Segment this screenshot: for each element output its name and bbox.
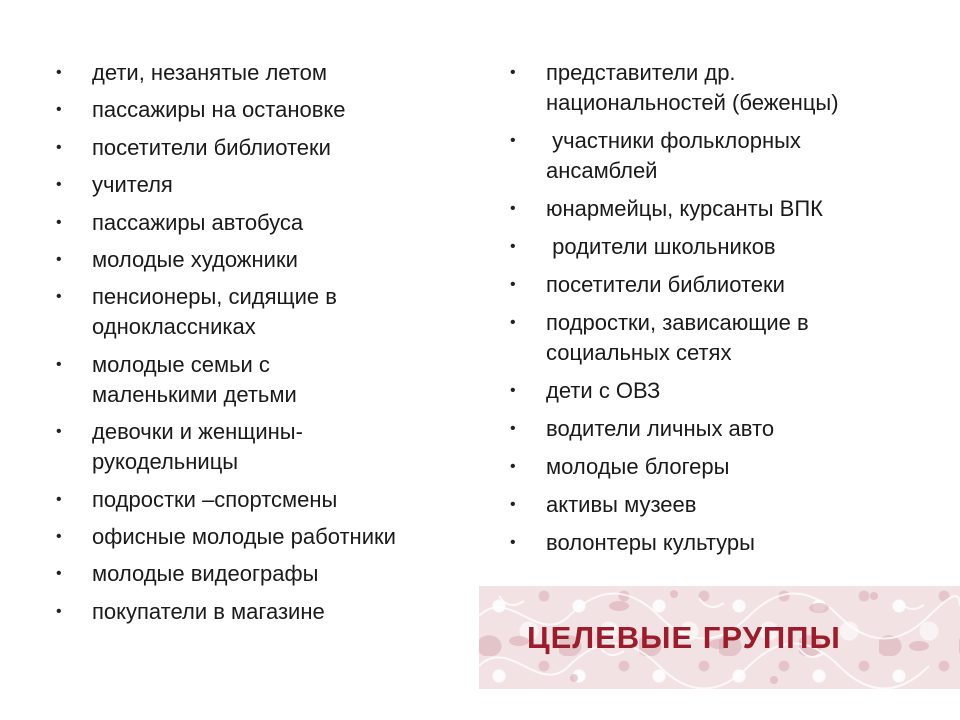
list-item: [510, 490, 930, 520]
list-item: [510, 452, 930, 482]
bullet: •: [56, 490, 62, 508]
bullet: •: [56, 355, 62, 373]
bullet: •: [510, 314, 516, 331]
list-item-text: пенсионеры, сидящие в одноклассниках: [92, 284, 337, 340]
bullet: •: [56, 250, 62, 268]
list-item-text: подростки, зависающие в социальных сетях: [546, 310, 809, 365]
list-item: [510, 376, 930, 406]
bullet: •: [56, 176, 62, 194]
list-item: [56, 559, 476, 589]
list-item-text: посетители библиотеки: [92, 134, 331, 160]
list-item: [56, 522, 476, 552]
list-item: [510, 414, 930, 444]
list-item: [510, 194, 930, 224]
bullet: •: [56, 101, 62, 119]
list-item-text: молодые видеографы: [92, 561, 319, 587]
bullet: •: [510, 496, 516, 513]
bullet: •: [510, 200, 516, 217]
list-item: [56, 58, 476, 88]
list-item: [56, 170, 476, 200]
list-item-text: дети с ОВЗ: [546, 378, 661, 403]
list-item: [510, 270, 930, 300]
bullet: •: [510, 458, 516, 475]
list-item-text: пассажиры автобуса: [92, 209, 304, 235]
bullet: •: [510, 420, 516, 437]
list-item-text: родители школьников: [546, 234, 776, 259]
bullet: •: [510, 276, 516, 293]
list-item: [56, 133, 476, 163]
bullet: •: [56, 288, 62, 306]
bullet: •: [56, 527, 62, 545]
bullet: •: [510, 132, 516, 149]
list-item: [56, 417, 476, 477]
bullet: •: [56, 138, 62, 156]
list-item-text: молодые блогеры: [546, 454, 730, 479]
list-item: [56, 597, 476, 627]
list-item-text: волонтеры культуры: [546, 530, 755, 555]
left-audience-list: [56, 58, 476, 634]
bullet: •: [510, 64, 516, 81]
bullet: •: [56, 64, 62, 81]
banner-title: ЦЕЛЕВЫЕ ГРУППЫ: [527, 620, 841, 655]
bullet: •: [56, 602, 62, 620]
bullet: •: [510, 534, 516, 551]
bullet: •: [56, 423, 62, 441]
list-item-text: молодые художники: [92, 246, 298, 272]
list-item: [510, 308, 930, 368]
list-item: [56, 245, 476, 275]
list-item: [56, 208, 476, 238]
list-item-text: юнармейцы, курсанты ВПК: [546, 196, 823, 221]
list-item: [56, 350, 476, 410]
list-item: [56, 485, 476, 515]
list-item-text: подростки –спортсмены: [92, 486, 338, 512]
list-item: [510, 232, 930, 262]
bullet: •: [510, 238, 516, 255]
bullet: •: [56, 565, 62, 583]
right-audience-list: [510, 58, 930, 566]
list-item-text: дети, незанятые летом: [92, 60, 327, 85]
bullet: •: [56, 213, 62, 231]
title-banner: [479, 586, 960, 689]
list-item-text: покупатели в магазине: [92, 598, 325, 624]
list-item-text: молодые семьи с маленькими детьми: [92, 351, 297, 407]
list-item-text: учителя: [92, 172, 173, 198]
list-item: [56, 95, 476, 125]
list-item-text: активы музеев: [546, 492, 697, 517]
list-item-text: водители личных авто: [546, 416, 775, 441]
bullet: •: [510, 382, 516, 399]
list-item: [510, 126, 930, 186]
list-item-text: офисные молодые работники: [92, 523, 396, 549]
list-item-text: девочки и женщины- рукодельницы: [92, 419, 303, 475]
list-item-text: участники фольклорных ансамблей: [546, 128, 801, 183]
list-item-text: представители др. национальностей (беженцы): [546, 60, 839, 115]
list-item: [510, 528, 930, 558]
list-item-text: пассажиры на остановке: [92, 97, 346, 123]
list-item: [56, 282, 476, 342]
list-item: [510, 58, 930, 118]
list-item-text: посетители библиотеки: [546, 272, 785, 297]
